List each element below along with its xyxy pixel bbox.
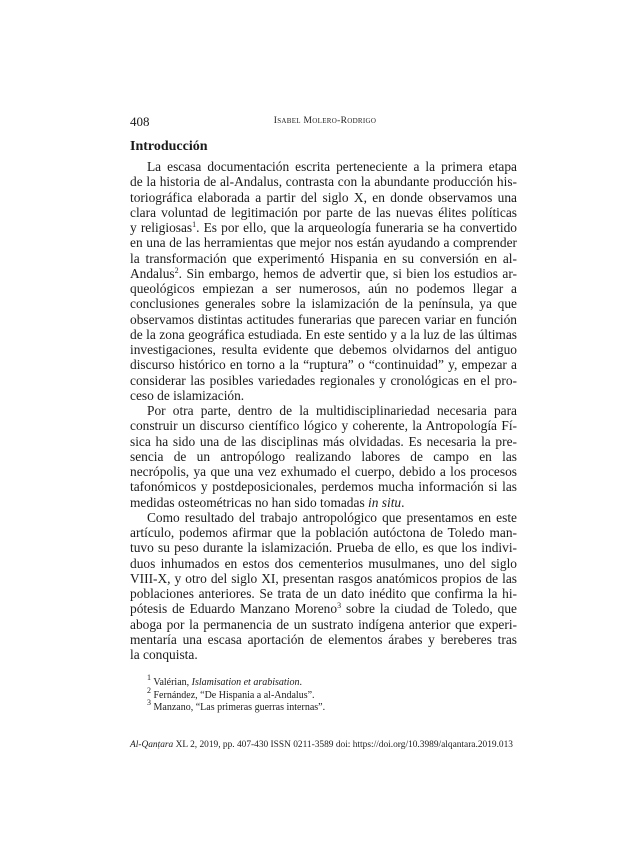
footnote-title: Islamisation et arabisation: [191, 677, 300, 688]
footnote-ref: 2: [174, 265, 179, 275]
footnote-number: 2: [147, 685, 151, 695]
text-line: conclusiones generales sobre la islamización de la península, ya que: [130, 296, 517, 312]
line-text: . Es por ello, que la arqueología funeraria se ha convertido: [196, 220, 517, 235]
footnote-text: Fernández, “De Hispania a al-Andalus”.: [153, 689, 315, 701]
running-head: Isabel Molero-Rodrigo: [273, 116, 377, 126]
page-number: 408: [130, 114, 150, 129]
line-text: y religiosas: [130, 220, 193, 235]
line-text: . Sin embargo, hemos de advertir que, si bien los estudios ar-: [178, 265, 517, 281]
line-text: .: [401, 494, 405, 510]
text-line: toriográfica elaborada a partir del siglo X, en donde observamos una: [130, 189, 517, 205]
text-line: Como resultado del trabajo antropológico que presentamos en este: [147, 509, 517, 525]
text-line: artículo, podemos afirmar que la población autóctona de Toledo man-: [130, 525, 517, 540]
section-title: Introducción: [130, 139, 208, 154]
text-line: de la historia de al-Andalus, contrasta con la abundante producción his-: [130, 174, 517, 190]
line-text: Andalus: [130, 265, 175, 281]
text-line: la transformación que experimentó Hispania en su conversión en al-: [130, 250, 517, 266]
text-line: [130, 601, 517, 616]
text-line: discurso histórico en torno a la “ruptura” o “continuidad” y, empezar a: [130, 357, 517, 373]
line-text: sobre la ciudad de Toledo, que: [341, 601, 517, 617]
citation-info: XL 2, 2019, pp. 407-430 ISSN 0211-3589 doi: https://doi.org/10.3989/alqantara.2019.013: [173, 740, 513, 750]
text-line: [130, 220, 517, 235]
text-line: aboga por la permanencia de un sustrato indígena anterior que experi-: [130, 616, 517, 632]
text-line: clara voluntad de legitimación por parte de las nuevas élites políticas: [130, 204, 517, 220]
text-line: Por otra parte, dentro de la multidisciplinariedad necesaria para: [147, 403, 517, 418]
paragraph: [130, 403, 517, 510]
footnote-text: Manzano, “Las primeras guerras internas”.: [153, 702, 326, 714]
text-line: necrópolis, ya que una vez exhumado el cuerpo, debido a los procesos: [130, 464, 517, 479]
text-line: considerar las posibles variedades regionales y cronológicas en el pro-: [130, 372, 517, 388]
body-text: [130, 159, 517, 662]
text-line: La escasa documentación escrita perteneciente a la primera etapa: [147, 159, 517, 174]
text-line: de la zona geográfica estudiada. En este sentido y a la luz de las últimas: [130, 326, 517, 342]
italic-text: in situ: [368, 494, 402, 510]
text-line: sencia de un antropólogo realizando labores de campo en las: [130, 448, 517, 464]
footnote: [147, 673, 325, 690]
footnote-ref: 3: [337, 601, 342, 611]
journal-footer: [130, 740, 513, 750]
footnote-ref: 1: [192, 220, 197, 229]
text-line: [130, 495, 517, 510]
text-line: investigaciones, resulta evidente que debemos olvidarnos del antiguo: [130, 342, 517, 357]
journal-name: Al-Qanṭara: [130, 740, 174, 750]
footnote-number: 1: [147, 673, 151, 682]
footnote-number: 3: [147, 698, 151, 708]
text-line: VIII-X, y otro del siglo XI, presentan rasgos anatómicos propios de las: [130, 570, 517, 586]
text-line: tafonómicos y postdeposicionales, perdemos mucha información si las: [130, 479, 517, 495]
text-line: ceso de islamización.: [130, 387, 245, 403]
paragraph: [130, 159, 517, 403]
line-text: medidas osteométricas no han sido tomadas: [130, 494, 369, 510]
paragraph: [130, 510, 517, 663]
text-line: mentaría una escasa aportación de elementos árabes y bereberes tras: [130, 631, 517, 647]
text-line: sica ha sido una de las disciplinas más olvidadas. Es necesaria la pre-: [130, 433, 517, 449]
footnote-text: .: [299, 677, 302, 688]
footnote: [147, 685, 325, 703]
footnote: [147, 698, 326, 715]
text-line: en una de las herramientas que mejor nos están ayudando a comprender: [130, 235, 517, 251]
footnotes: [147, 673, 326, 715]
text-line: observamos distintas actitudes funerarias que parecen variar en función: [130, 311, 517, 327]
line-text: pótesis de Eduardo Manzano Moreno: [130, 601, 338, 617]
text-line: [130, 266, 517, 281]
text-line: tuvo su peso durante la islamización. Prueba de ello, es que los indivi-: [130, 540, 517, 556]
text-line: queológicos empiezan a ser numerosos, aún no podemos llegar a: [130, 281, 517, 296]
text-line: poblaciones anteriores. Se trata de un dato inédito que confirma la hi-: [130, 586, 517, 601]
text-line: construir un discurso científico lógico y coherente, la Antropología Fí-: [130, 418, 517, 434]
footnote-text: Valérian,: [153, 677, 192, 688]
text-line: la conquista.: [130, 647, 198, 662]
text-line: duos inhumados en estos dos cementerios musulmanes, uno del siglo: [130, 555, 517, 571]
